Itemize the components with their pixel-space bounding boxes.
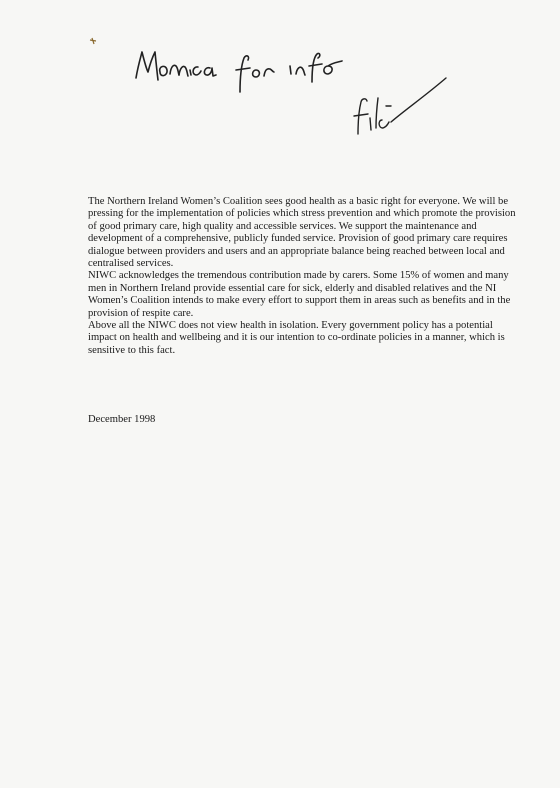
side-note-handwriting xyxy=(354,78,446,134)
stray-pen-mark xyxy=(90,38,96,44)
paragraph-policy: Above all the NIWC does not view health in isolation. Every government policy has a potential impact on health and wellbeing and it is our intention to co-ordinate policies in a manner, which is sensitive to this fact. xyxy=(88,320,505,356)
paragraph-health-right: The Northern Ireland Women’s Coalition sees good health as a basic right for everyone. We will be pressing for the implementation of policies which stress prevention and which promote the provision of good primary care, high quality and accessible services. We support the maintenance and development of a comprehensive, publicly funded service. Provision of good primary care requires dialogue between providers and users and an appropriate balance being reached between local and centralised services. xyxy=(88,196,516,270)
handwritten-annotations xyxy=(0,0,560,160)
document-date: December 1998 xyxy=(88,414,156,425)
top-note-handwriting xyxy=(136,52,342,92)
paragraph-carers: NIWC acknowledges the tremendous contribution made by carers. Some 15% of women and many men in Northern Ireland provide essential care for sick, elderly and disabled relatives and the NI Women’s Coalition intends to make every effort to support them in areas such as benefits and in the provision of respite care. xyxy=(88,270,511,319)
document-body xyxy=(88,196,518,357)
